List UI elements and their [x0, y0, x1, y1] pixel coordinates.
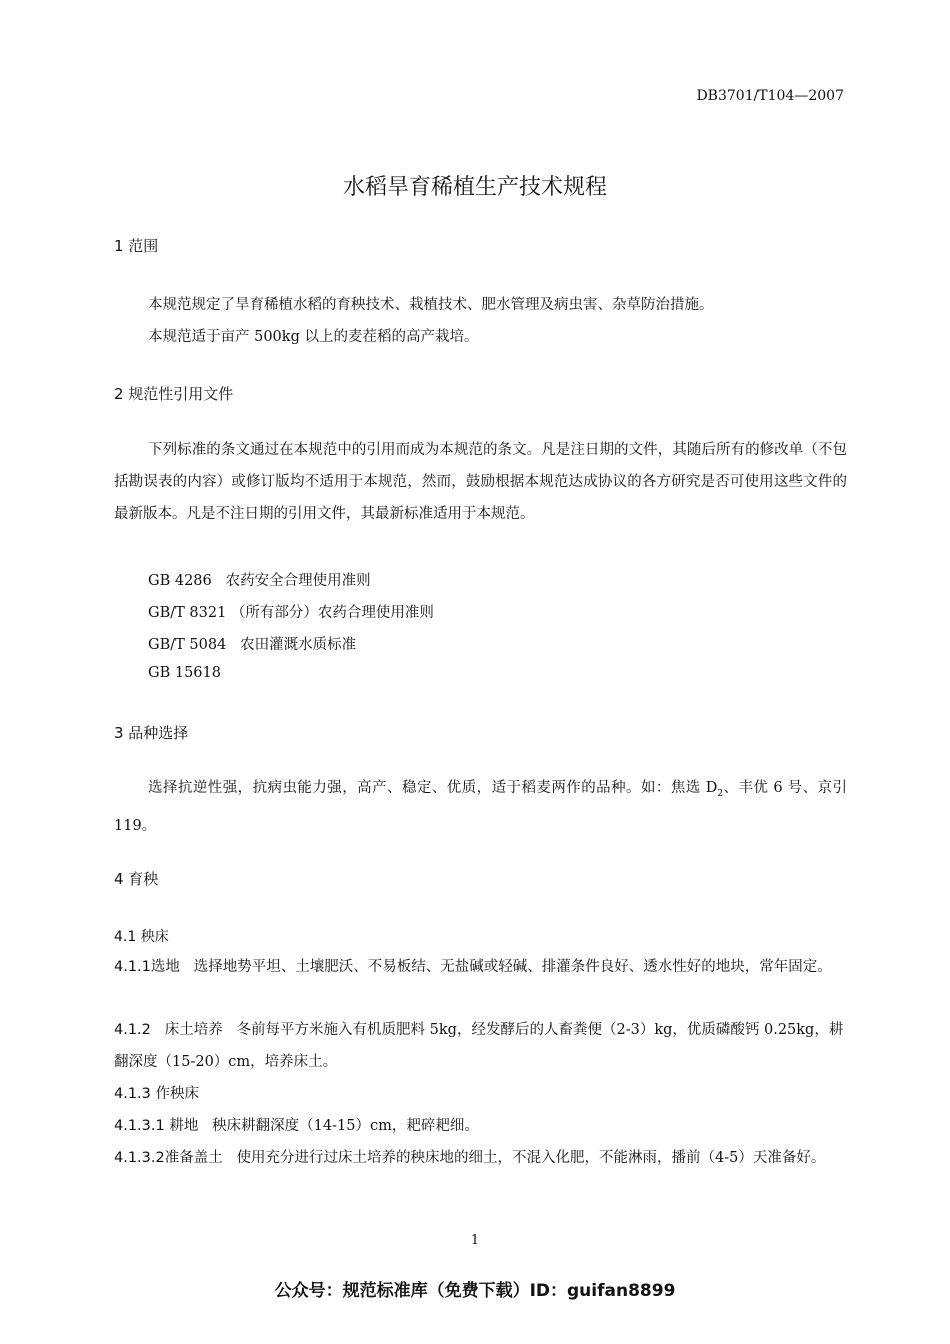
clause-text: 选择地势平坦、土壤肥沃、不易板结、无盐碱或轻碱、排灌条件良好、透水性好的地块，常年固定。	[193, 959, 832, 975]
clause-label: 耕地	[169, 1118, 199, 1134]
page-number: 1	[470, 1233, 480, 1248]
text-run: 、丰优 6 号、京引 119。	[114, 780, 847, 834]
clause-number: 4.1.3.1	[114, 1118, 165, 1134]
reference-item: GB 4286 农药安全合理使用准则	[148, 573, 371, 589]
reference-item: GB 15618	[148, 665, 221, 681]
section-heading-normative-references: 2 规范性引用文件	[114, 385, 234, 403]
clause-4-1-1	[114, 951, 847, 983]
clause-label: 床土培养	[164, 1022, 223, 1038]
subscript: 2	[717, 788, 724, 799]
subsection-heading: 4.1 秧床	[114, 929, 169, 945]
document-number: DB3701/T104—2007	[696, 88, 844, 104]
clause-text: 秧床耕翻深度（14-15）cm，耙碎耙细。	[212, 1118, 479, 1134]
clause-number: 4.1.3	[114, 1086, 151, 1102]
clause-label: 准备盖土	[164, 1150, 223, 1166]
clause-number: 4.1.3.2	[114, 1150, 165, 1166]
clause-label: 选地	[150, 959, 180, 975]
paragraph: 本规范规定了旱育稀植水稻的育秧技术、栽植技术、肥水管理及病虫害、杂草防治措施。	[148, 297, 714, 313]
section-heading-variety-selection: 3 品种选择	[114, 724, 189, 742]
clause-number: 4.1.2	[114, 1022, 151, 1038]
section-heading-seedling-raising: 4 育秧	[114, 870, 159, 888]
clause-4-1-2	[114, 1014, 847, 1078]
paragraph: 本规范适于亩产 500kg 以上的麦茬稻的高产栽培。	[148, 329, 479, 345]
document-title: 水稻旱育稀植生产技术规程	[342, 175, 607, 200]
section-heading-scope: 1 范围	[114, 237, 159, 255]
clause-text: 使用充分进行过床土培养的秧床地的细土，不混入化肥，不能淋雨，播前（4-5）天准备好。	[236, 1150, 826, 1166]
clause-number: 4.1.1	[114, 959, 151, 975]
clause-label: 作秧床	[155, 1086, 200, 1102]
clause-4-1-3	[114, 1078, 847, 1110]
clause-4-1-3-2	[114, 1142, 847, 1174]
clause-4-1-3-1	[114, 1110, 847, 1142]
text-run: 选择抗逆性强，抗病虫能力强，高产、稳定、优质，适于稻麦两作的品种。如：焦选 D	[148, 780, 718, 796]
reference-item: GB/T 8321 （所有部分）农药合理使用准则	[148, 605, 434, 621]
reference-item: GB/T 5084 农田灌溉水质标准	[148, 637, 357, 653]
paragraph	[114, 772, 847, 842]
clause-text: 冬前每平方米施入有机质肥料 5kg，经发酵后的人畜粪便（2-3）kg，优质磷酸钙 0.25kg，耕翻深度（15-20）cm，培养床土。	[114, 1022, 844, 1070]
footer-watermark: 公众号：规范标准库（免费下载）ID：guifan8899	[274, 1281, 676, 1301]
paragraph: 下列标准的条文通过在本规范中的引用而成为本规范的条文。凡是注日期的文件，其随后所有的修改单（不包括勘误表的内容）或修订版均不适用于本规范，然而，鼓励根据本规范达成协议的各方研究是否可使用这些文件的最新版本。凡是不注日期的引用文件，其最新标准适用于本规范。	[114, 442, 847, 522]
